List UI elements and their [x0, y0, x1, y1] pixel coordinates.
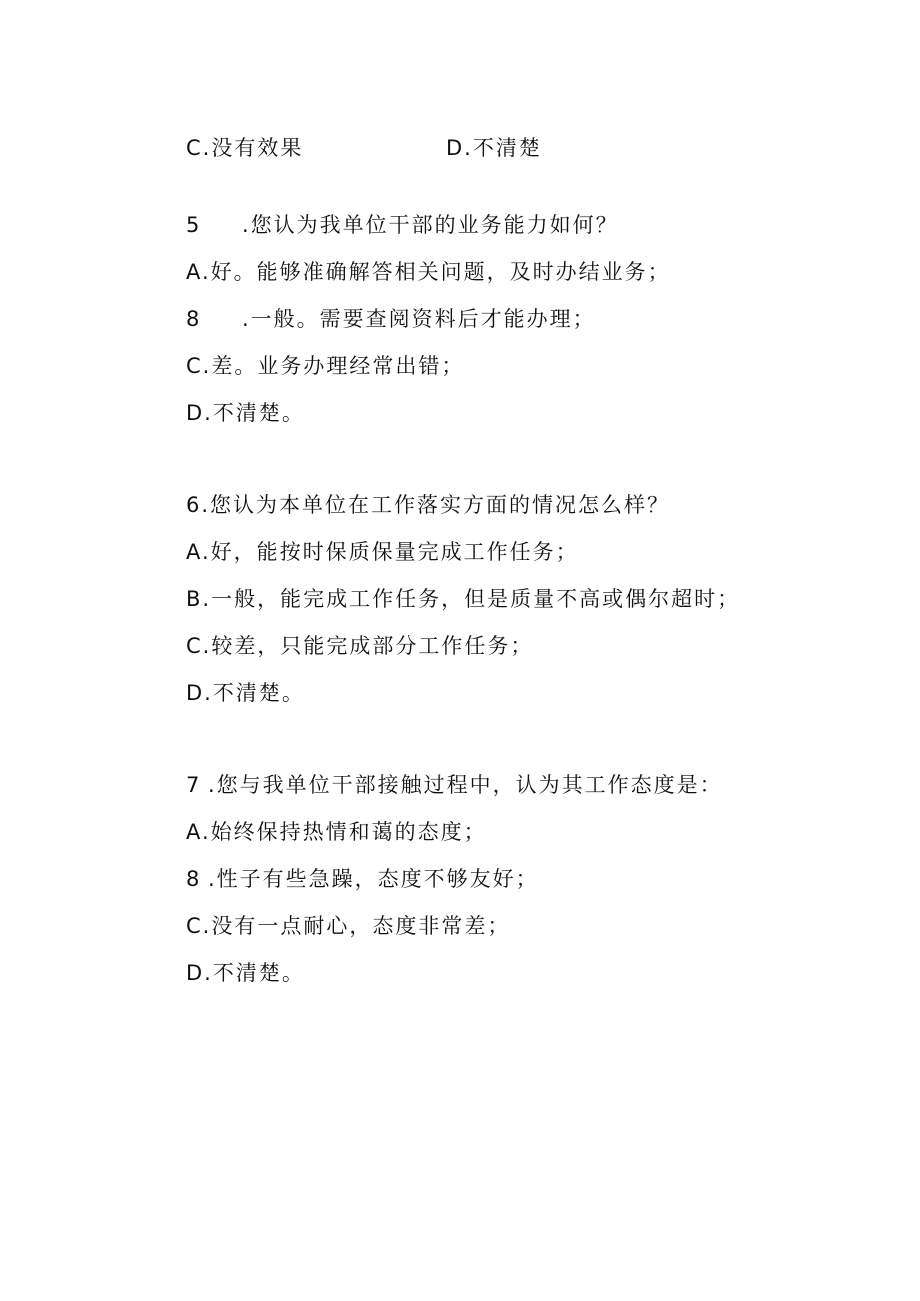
q6-option-b: B.一般，能完成工作任务，但是质量不高或偶尔超时； [186, 587, 741, 611]
q7-option-c: C.没有一点耐心，态度非常差； [186, 914, 511, 938]
q5-option-d: D.不清楚。 [186, 401, 305, 425]
q7-option-b [186, 865, 539, 893]
q5-option-a: A.好。能够准确解答相关问题，及时办结业务； [186, 260, 671, 284]
q7-question-text: .您与我单位干部接触过程中，认为其工作态度是： [208, 773, 723, 797]
q6-option-a: A.好，能按时保质保量完成工作任务； [186, 540, 579, 564]
q5-option-b-text: .一般。需要查阅资料后才能办理； [242, 307, 596, 331]
q7-number: 7 [186, 773, 202, 797]
q5-question [186, 211, 619, 239]
q7-option-b-number: 8 [186, 867, 202, 891]
q5-option-b [186, 305, 596, 333]
q5-question-text: .您认为我单位干部的业务能力如何？ [242, 213, 619, 237]
q7-question [186, 771, 723, 799]
q7-option-b-text: .性子有些急躁，态度不够友好； [208, 867, 539, 891]
q7-option-d: D.不清楚。 [186, 961, 305, 985]
q7-option-a: A.始终保持热情和蔼的态度； [186, 820, 487, 844]
q6-option-c: C.较差，只能完成部分工作任务； [186, 634, 534, 658]
q6-question: 6.您认为本单位在工作落实方面的情况怎么样？ [186, 493, 671, 517]
q6-option-d: D.不清楚。 [186, 681, 305, 705]
q5-option-c: C.差。业务办理经常出错； [186, 354, 465, 378]
q4-option-d: D.不清楚 [446, 136, 542, 160]
q5-option-b-number: 8 [186, 307, 202, 331]
q4-option-c: C.没有效果 [186, 136, 304, 160]
q5-number: 5 [186, 213, 202, 237]
